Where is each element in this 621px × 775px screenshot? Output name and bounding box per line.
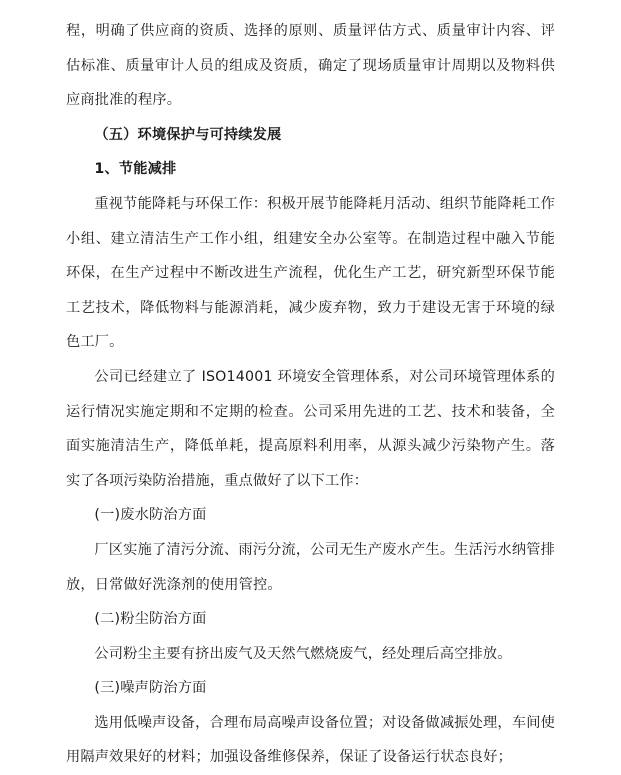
subheading-noise: (三)噪声防治方面	[94, 680, 207, 697]
paragraph-iso14001: 公司已经建立了 ISO14001 环境安全管理体系，对公司环境管理体系的运行情况实施定期和不定期的检查。公司采用先进的工艺、技术和装备，全面实施清洁生产，降低单耗，提高原料利用率，从源头减少污染物产生。落实了各项污染防治措施，重点做好了以下工作：	[66, 368, 555, 489]
heading-environment-protection: （五）环境保护与可持续发展	[94, 126, 282, 143]
paragraph-noise-detail: 选用低噪声设备，合理布局高噪声设备位置；对设备做减振处理，车间使用隔声效果好的材料；加强设备维修保养，保证了设备运行状态良好；	[66, 714, 555, 766]
subheading-wastewater: (一)废水防治方面	[94, 507, 207, 524]
paragraph-wastewater-detail: 厂区实施了清污分流、雨污分流，公司无生产废水产生。生活污水纳管排放，日常做好洗涤剂的使用管控。	[66, 541, 555, 593]
paragraph-energy-saving-detail: 重视节能降耗与环保工作：积极开展节能降耗月活动、组织节能降耗工作小组、建立清洁生产工作小组，组建安全办公室等。在制造过程中融入节能环保，在生产过程中不断改进生产流程，优化生产工艺，研究新型环保节能工艺技术，降低物料与能源消耗，减少废弃物，致力于建设无害于环境的绿色工厂。	[66, 195, 555, 351]
subheading-dust: (二)粉尘防治方面	[94, 611, 207, 628]
paragraph-dust-detail: 公司粉尘主要有挤出废气及天然气燃烧废气，经处理后高空排放。	[94, 645, 512, 662]
document-body	[66, 14, 555, 775]
subheading-energy-saving: 1、节能减排	[94, 161, 177, 178]
paragraph-supplier-process: 程，明确了供应商的资质、选择的原则、质量评估方式、质量审计内容、评估标准、质量审计人员的组成及资质，确定了现场质量审计周期以及物料供应商批准的程序。	[66, 23, 555, 109]
